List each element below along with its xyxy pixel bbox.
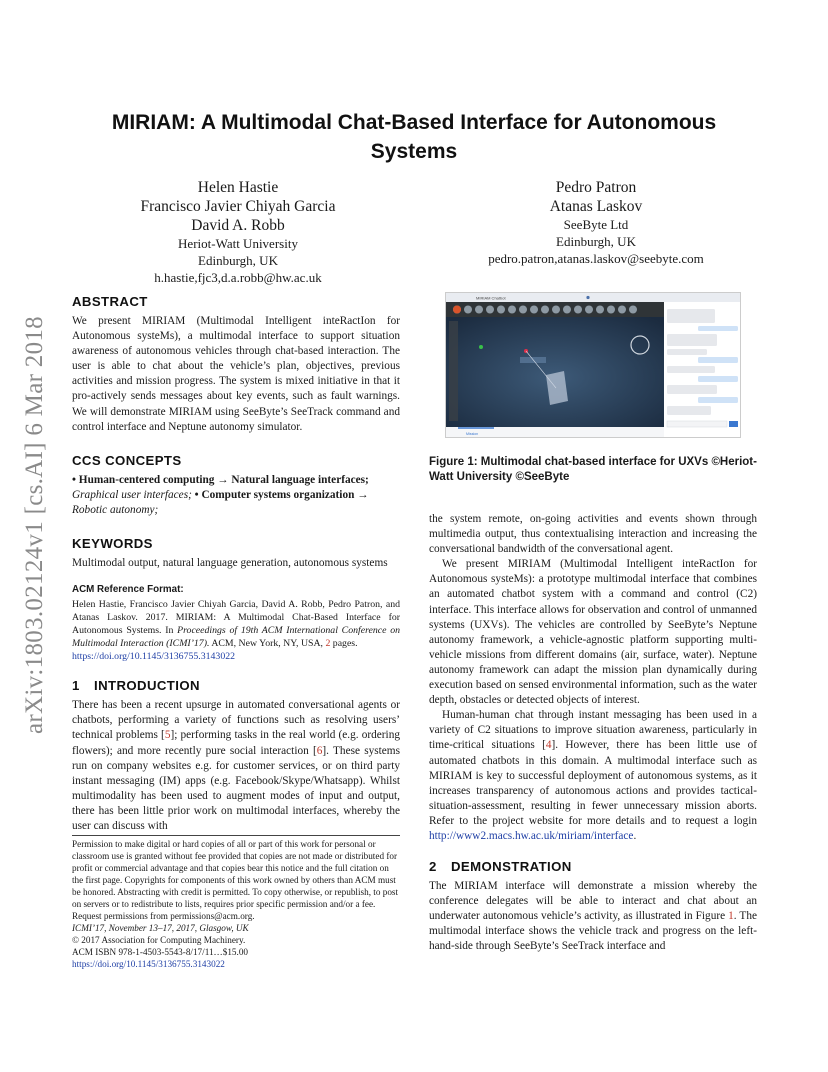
section-number: 1 — [72, 678, 80, 694]
intro-text — [72, 698, 400, 834]
arxiv-stamp — [15, 295, 55, 755]
author-name: Helen Hastie — [197, 179, 279, 196]
window-icon — [586, 296, 589, 299]
reference-format-text — [72, 598, 400, 663]
author-block-right — [448, 178, 744, 267]
body-span: ]. However, there has been little use of automated chatbots in this domain. A multimodal interface such as MIRIAM is key to successful deployment of autonomous systems, as it increases transparency of autonomous actions and provides tactical-situation-assessment, resulting in fewer unnecessary mission aborts. Refer to the project website for more details and to request a login — [429, 739, 757, 827]
abstract-text: We present MIRIAM (Multimodal Intelligent inteRactIon for Autonomous systeMs), a multimodal interface to support situation awareness of autonomous vehicles through chat-based interaction. The user is able to chat about the vehicle’s plan, objectives, previous activities and mission progress. The system is mixed initiative in that it pro-actively sends messages about key events, such as fault warnings. We will demonstrate MIRIAM using SeeByte’s SeeTrack command and control interface and Neptune autonomy simulator. — [72, 315, 400, 433]
body-paragraph — [429, 708, 757, 844]
arxiv-id: arXiv:1803.02124v1 [cs.AI] 6 Mar 2018 — [21, 316, 48, 734]
bottom-tab: Mission — [466, 432, 479, 436]
isbn-text: ACM ISBN 978-1-4503-5543-8/17/11…$15.00 — [72, 947, 249, 957]
intro-heading — [72, 677, 400, 694]
abstract-heading: ABSTRACT — [72, 294, 148, 309]
ref-doi-link[interactable]: https://doi.org/10.1145/3136755.3143022 — [72, 651, 236, 663]
copyright-footnote — [72, 838, 402, 970]
demo-span: The MIRIAM interface will demonstrate a mission whereby the conference delegates will be able to interact and chat about an underwater autonomous vehicle’s activity, as illustrated in Figure — [429, 880, 757, 923]
figure-caption: Figure 1: Multimodal chat-based interface for UXVs ©Heriot-Watt University ©SeeByte — [429, 456, 757, 483]
author-location: Edinburgh, UK — [556, 234, 636, 249]
vehicle-marker — [479, 345, 483, 349]
ref-text: ACM, New York, NY, USA, — [209, 638, 326, 650]
author-name: David A. Robb — [191, 217, 285, 234]
body-paragraph: the system remote, on-going activities and events shown through multimedia output, thus contextualising interaction and increasing the conversational bandwidth of the conversational agent. — [429, 513, 757, 556]
citation-link[interactable]: 4 — [545, 739, 552, 752]
ccs-part: Graphical user interfaces; — [72, 488, 192, 501]
intro-span: ]; performing tasks in the real world (e.g. ordering flowers); and more recently pure social interaction [ — [72, 729, 400, 757]
sea-map — [446, 317, 664, 427]
author-block-left — [120, 178, 356, 286]
demo-text — [429, 879, 757, 954]
footnote-doi-link[interactable]: https://doi.org/10.1145/3136755.3143022 — [72, 959, 225, 969]
demo-heading — [429, 858, 757, 875]
send-button[interactable] — [729, 421, 738, 427]
figure-ref-link[interactable]: 1 — [728, 910, 734, 923]
author-location: Edinburgh, UK — [198, 253, 278, 268]
keywords-text: Multimodal output, natural language generation, autonomous systems — [72, 557, 388, 570]
ccs-heading: CCS CONCEPTS — [72, 452, 182, 468]
intro-span: There has been a recent upsurge in automated conversational agents or chatbots, performing a variety of functions such as resolving users’ technical problems [ — [72, 699, 400, 742]
ccs-part: Robotic autonomy; — [72, 503, 159, 516]
project-website-link[interactable]: http://www2.macs.hw.ac.uk/miriam/interface — [429, 829, 634, 842]
permission-text: Permission to make digital or hard copies of all or part of this work for personal or classroom use is granted without fee provided that copies are not made or distributed for profit or commercial advantage and that copies bear this notice and the full citation on the first page. Copyrights for components of this work owned by others than ACM must be honored. Abstracting with credit is permitted. To copy otherwise, or republish, to post on servers or to redistribute to lists, requires prior specific permission and/or a fee. Request permissions from permissions@acm.org. — [72, 839, 399, 921]
ccs-text — [72, 473, 400, 518]
author-name: Francisco Javier Chiyah Garcia — [140, 198, 336, 215]
conference-name: ICMI’17, November 13–17, 2017, Glasgow, UK — [72, 923, 249, 933]
ccs-part: • Human-centered computing → Natural language interfaces; — [72, 473, 369, 486]
ccs-part: • Computer systems organization → — [191, 488, 369, 501]
keywords-heading: KEYWORDS — [72, 536, 153, 552]
section-number: 2 — [429, 859, 437, 875]
figure-1-image — [446, 293, 741, 438]
author-email: pedro.patron,atanas.laskov@seebyte.com — [488, 251, 704, 266]
chat-input[interactable] — [667, 421, 727, 427]
intro-span: ]. These systems run on company websites e.g. for customer services, or on third party instant messaging (IM) apps (e.g. Facebook/Skype/Whatsapp). Whilst multimodality has been used to augment modes of input and output, there has been little prior work on multimodal interfaces, whereby the user can discuss with — [72, 744, 400, 832]
author-name: Pedro Patron — [555, 179, 637, 196]
toolbar-icons — [453, 306, 637, 314]
citation-link[interactable]: 6 — [316, 744, 323, 757]
section-title: DEMONSTRATION — [451, 859, 572, 875]
author-email: h.hastie,fjc3,d.a.robb@hw.ac.uk — [154, 270, 322, 285]
body-span: Human-human chat through instant messaging has been used in a variety of C2 situations to improve situation awareness, particularly in time-critical situations [ — [429, 709, 757, 752]
reference-format — [72, 582, 400, 663]
ref-pages-link[interactable]: 2 — [325, 638, 331, 650]
ref-text: pages. — [330, 638, 358, 650]
conference-text — [72, 922, 402, 934]
map-side-toolbar — [449, 321, 458, 421]
footnote-rule — [72, 835, 400, 836]
figure-1-screenshot — [445, 292, 741, 438]
reference-format-label: ACM Reference Format: — [72, 584, 184, 596]
ref-text: Helen Hastie, Francisco Javier Chiyah Garcia, David A. Robb, Pedro Patron, and Atanas Laskov. 2017. MIRIAM: A Multimodal Chat-Based Interface for Autonomous Systems. In — [72, 599, 400, 637]
citation-link[interactable]: 5 — [164, 729, 171, 742]
body-span: . — [633, 829, 637, 842]
window-title: MIRIAM Chatbot — [476, 295, 506, 301]
author-affiliation: SeeByte Ltd — [563, 217, 629, 232]
paper-title: MIRIAM: A Multimodal Chat-Based Interface for Autonomous Systems — [111, 111, 717, 163]
right-column — [429, 512, 757, 955]
ref-venue: Proceedings of 19th ACM International Conference on Multimodal Interaction (ICMI’17). — [72, 625, 400, 650]
record-icon — [453, 306, 461, 314]
left-column — [72, 293, 400, 834]
body-paragraph: We present MIRIAM (Multimodal Intelligent inteRactIon for Autonomous systeMs): a prototype multimodal interface that combines an automated chatbot system with a command and control (C2) interface. This interface allows for observation and control of unmanned systems (UXVs). The vehicles are controlled by SeeByte’s Neptune autonomy framework, a vehicle-agnostic platform supporting multi-vehicle missions from different domains (air, surface, water). Neptune autonomy framework can adapt the mission plan dynamically during execution based on sensed environmental information, such as the water depth, obstacles or detected objects of interest. — [429, 558, 757, 707]
copyright-text: © 2017 Association for Computing Machinery. — [72, 935, 246, 945]
author-affiliation: Heriot-Watt University — [178, 236, 298, 251]
section-title: INTRODUCTION — [94, 678, 200, 694]
author-name: Atanas Laskov — [549, 198, 643, 215]
demo-span: . The multimodal interface shows the vehicle track and progress on the left-hand-side through SeeByte’s SeeTrack interface and — [429, 910, 757, 953]
